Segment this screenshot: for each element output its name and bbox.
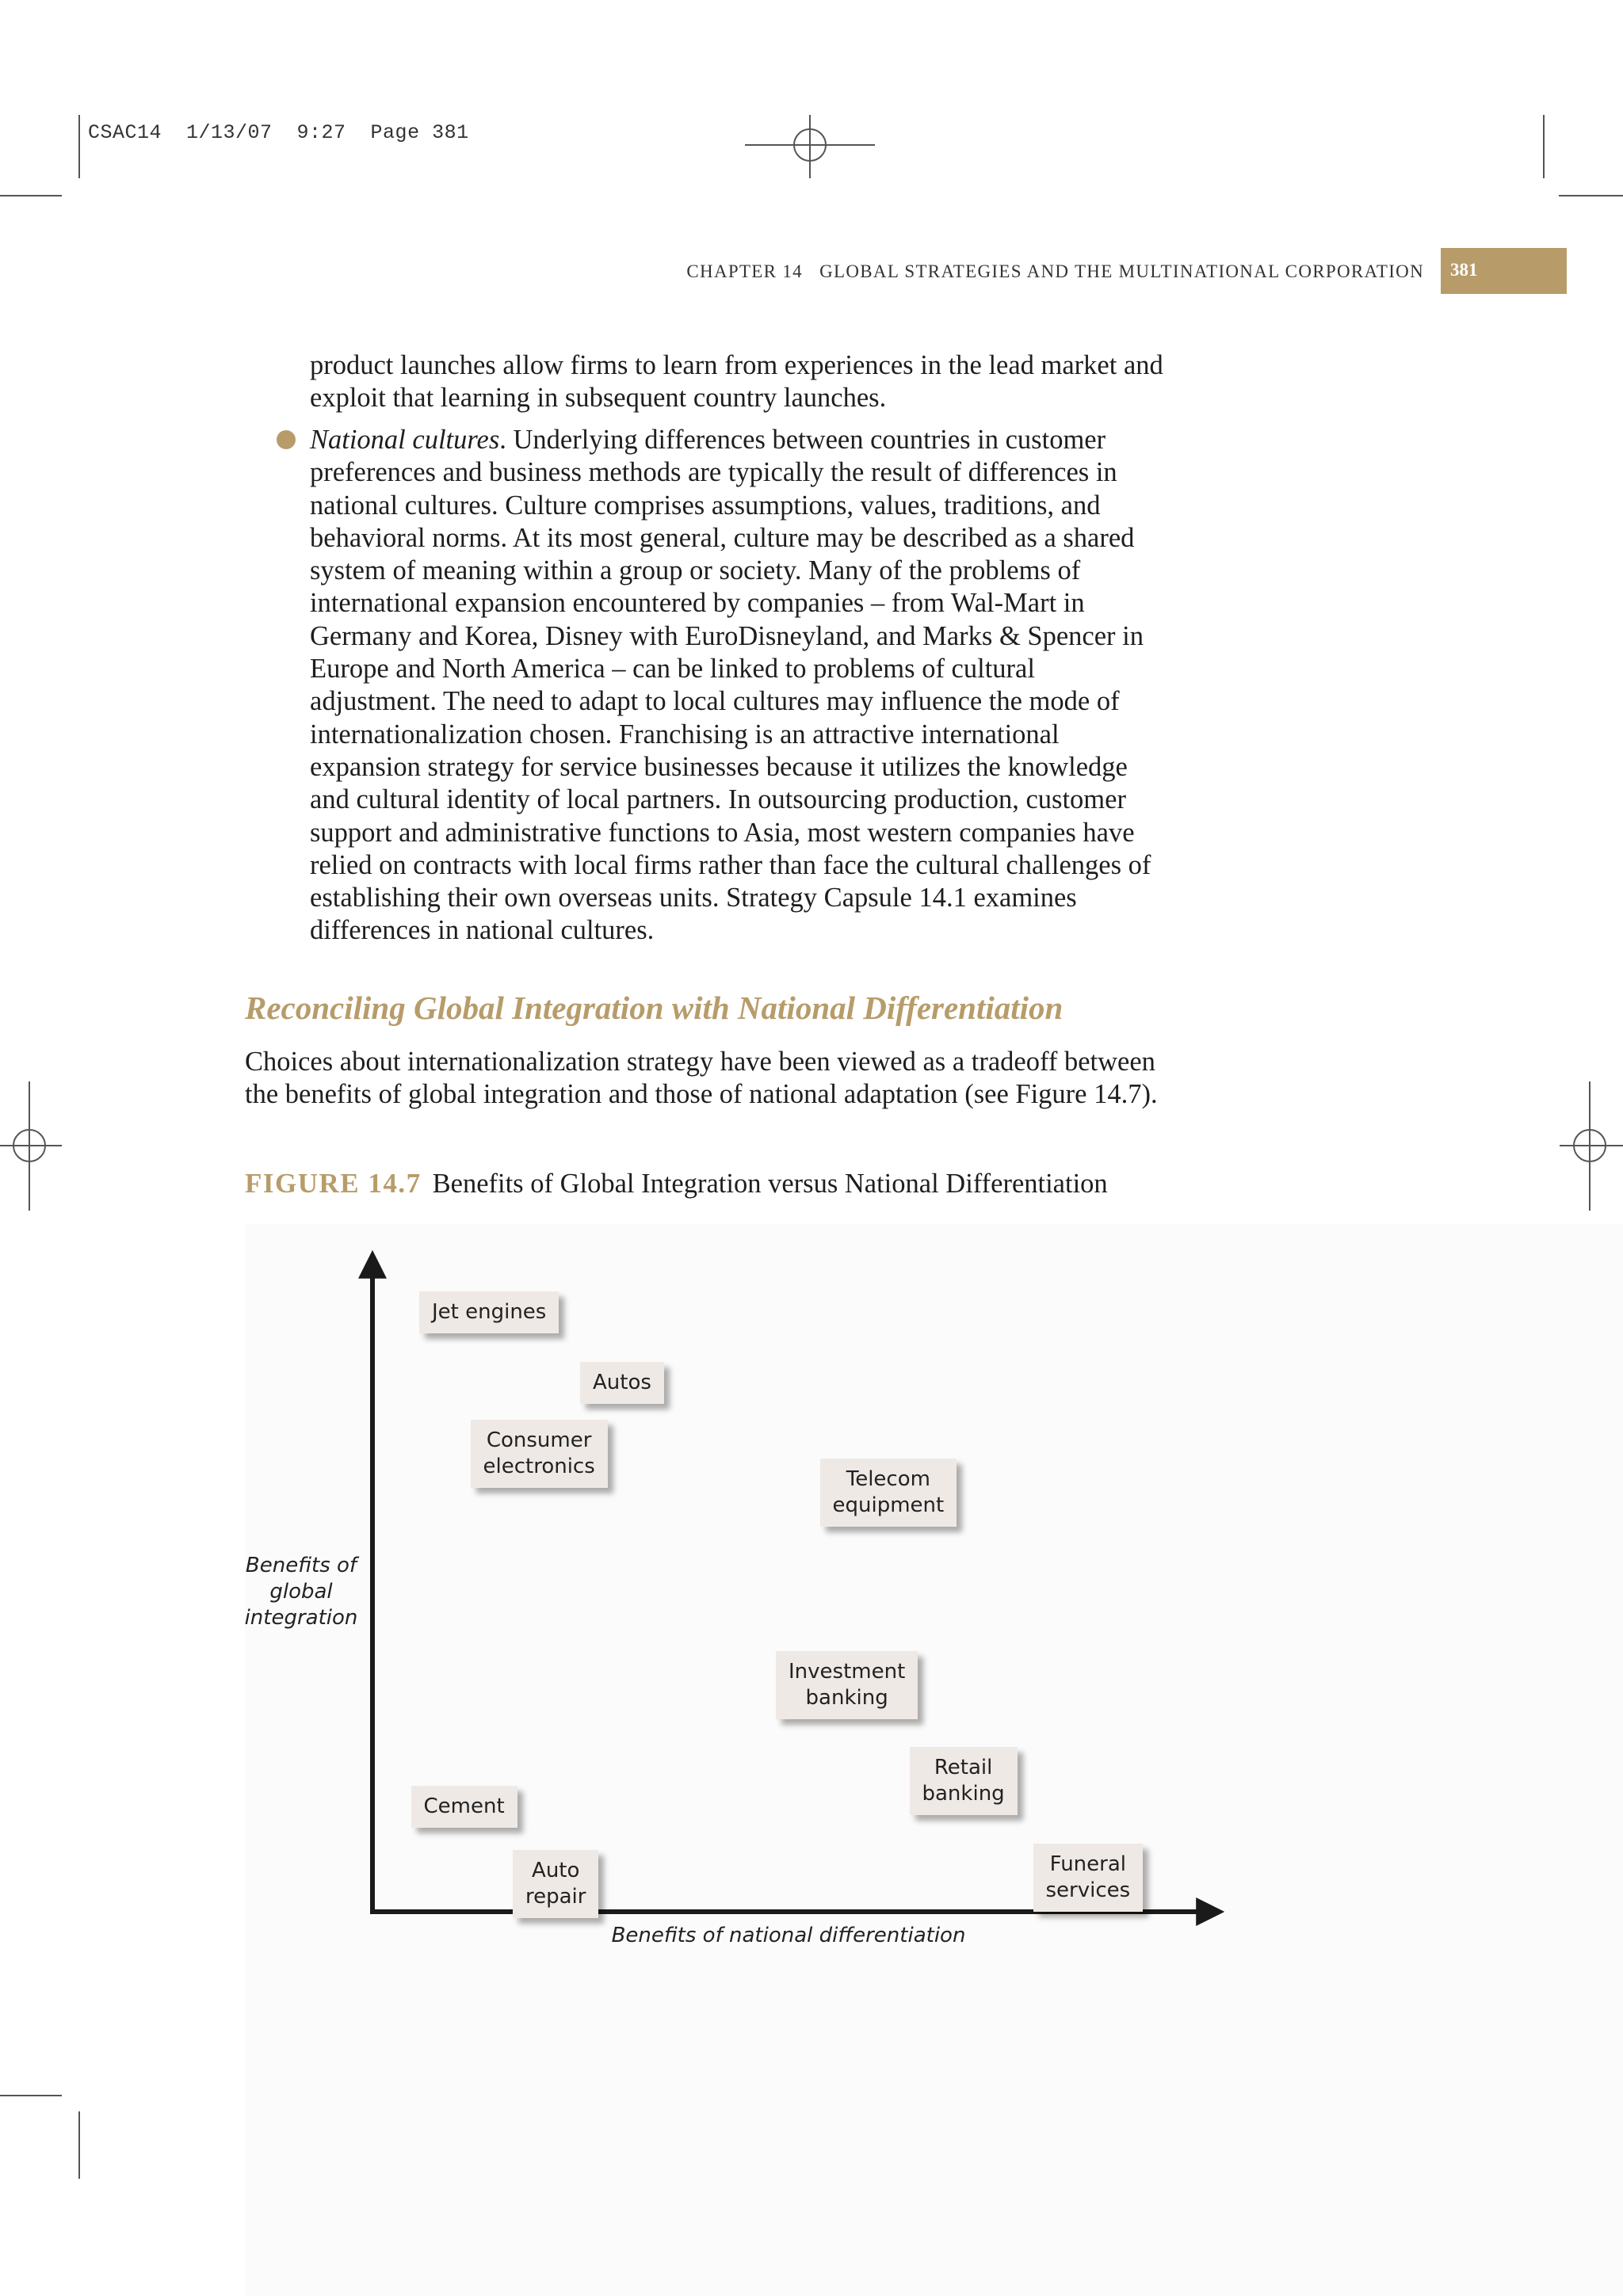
chart-point-investment-banking: Investment banking [776,1651,918,1719]
chart-point-jet-engines: Jet engines [419,1291,559,1333]
text-line: and cultural identity of local partners. In outsourcing production, customer [310,784,1126,815]
x-axis-label: Benefits of national differentiation [611,1924,966,1947]
chart-point-auto-repair: Auto repair [513,1850,598,1918]
figure-label: FIGURE 14.7 [245,1168,422,1199]
chart-point-autos: Autos [580,1362,664,1404]
text-line: support and administrative functions to Asia, most western companies have [310,817,1135,848]
chart-point-consumer-electronics: Consumer electronics [471,1420,608,1488]
chart-point-funeral-services: Funeral services [1033,1844,1144,1912]
text-line: establishing their own overseas units. Strategy Capsule 14.1 examines [310,883,1077,913]
text-line: expansion strategy for service businesses because it utilizes the knowledge [310,751,1128,782]
text-line: national cultures. Culture comprises assumptions, values, traditions, and [310,490,1101,521]
text-line: Europe and North America – can be linked to problems of cultural [310,654,1035,685]
text-line: relied on contracts with local firms rather than face the cultural challenges of [310,849,1151,880]
text-line: product launches allow firms to learn from experiences in the lead market and [310,350,1163,380]
text-line: the benefits of global integration and those of national adaptation (see Figure 14.7). [245,1079,1158,1110]
running-head-chapter: CHAPTER 14 [686,261,803,281]
text-line: exploit that learning in subsequent country launches. [310,383,887,414]
text-line: differences in national cultures. [310,915,655,946]
text-line: adjustment. The need to adapt to local cultures may influence the mode of [310,686,1120,717]
print-slug: CSAC14 1/13/07 9:27 Page 381 [88,121,469,144]
chart-point-retail-banking: Retail banking [910,1747,1018,1815]
bullet-line-first: . Underlying differences between countries in customer [499,425,1106,455]
text-line: behavioral norms. At its most general, culture may be described as a shared [310,522,1135,553]
figure-title: Benefits of Global Integration versus National Differentiation [432,1169,1108,1199]
text-line: Germany and Korea, Disney with EuroDisneyland, and Marks & Spencer in [310,620,1144,651]
running-head-title: GLOBAL STRATEGIES AND THE MULTINATIONAL CORPORATION [819,261,1424,281]
bullet-term: National cultures [310,425,500,455]
text-line: preferences and business methods are typically the result of differences in [310,457,1117,488]
page-number: 381 [1450,260,1478,280]
chart-point-cement: Cement [411,1786,517,1828]
text-line: internationalization chosen. Franchising is an attractive international [310,719,1060,749]
chart-point-telecom-equipment: Telecom equipment [820,1459,957,1527]
section-heading: Reconciling Global Integration with National Differentiation [245,990,1064,1026]
y-axis-label: Benefits of global integration [244,1554,358,1630]
text-line: Choices about internationalization strategy have been viewed as a tradeoff between [245,1047,1155,1077]
text-line: system of meaning within a group or society. Many of the problems of [310,555,1081,586]
text-line: international expansion encountered by companies – from Wal-Mart in [310,588,1085,619]
